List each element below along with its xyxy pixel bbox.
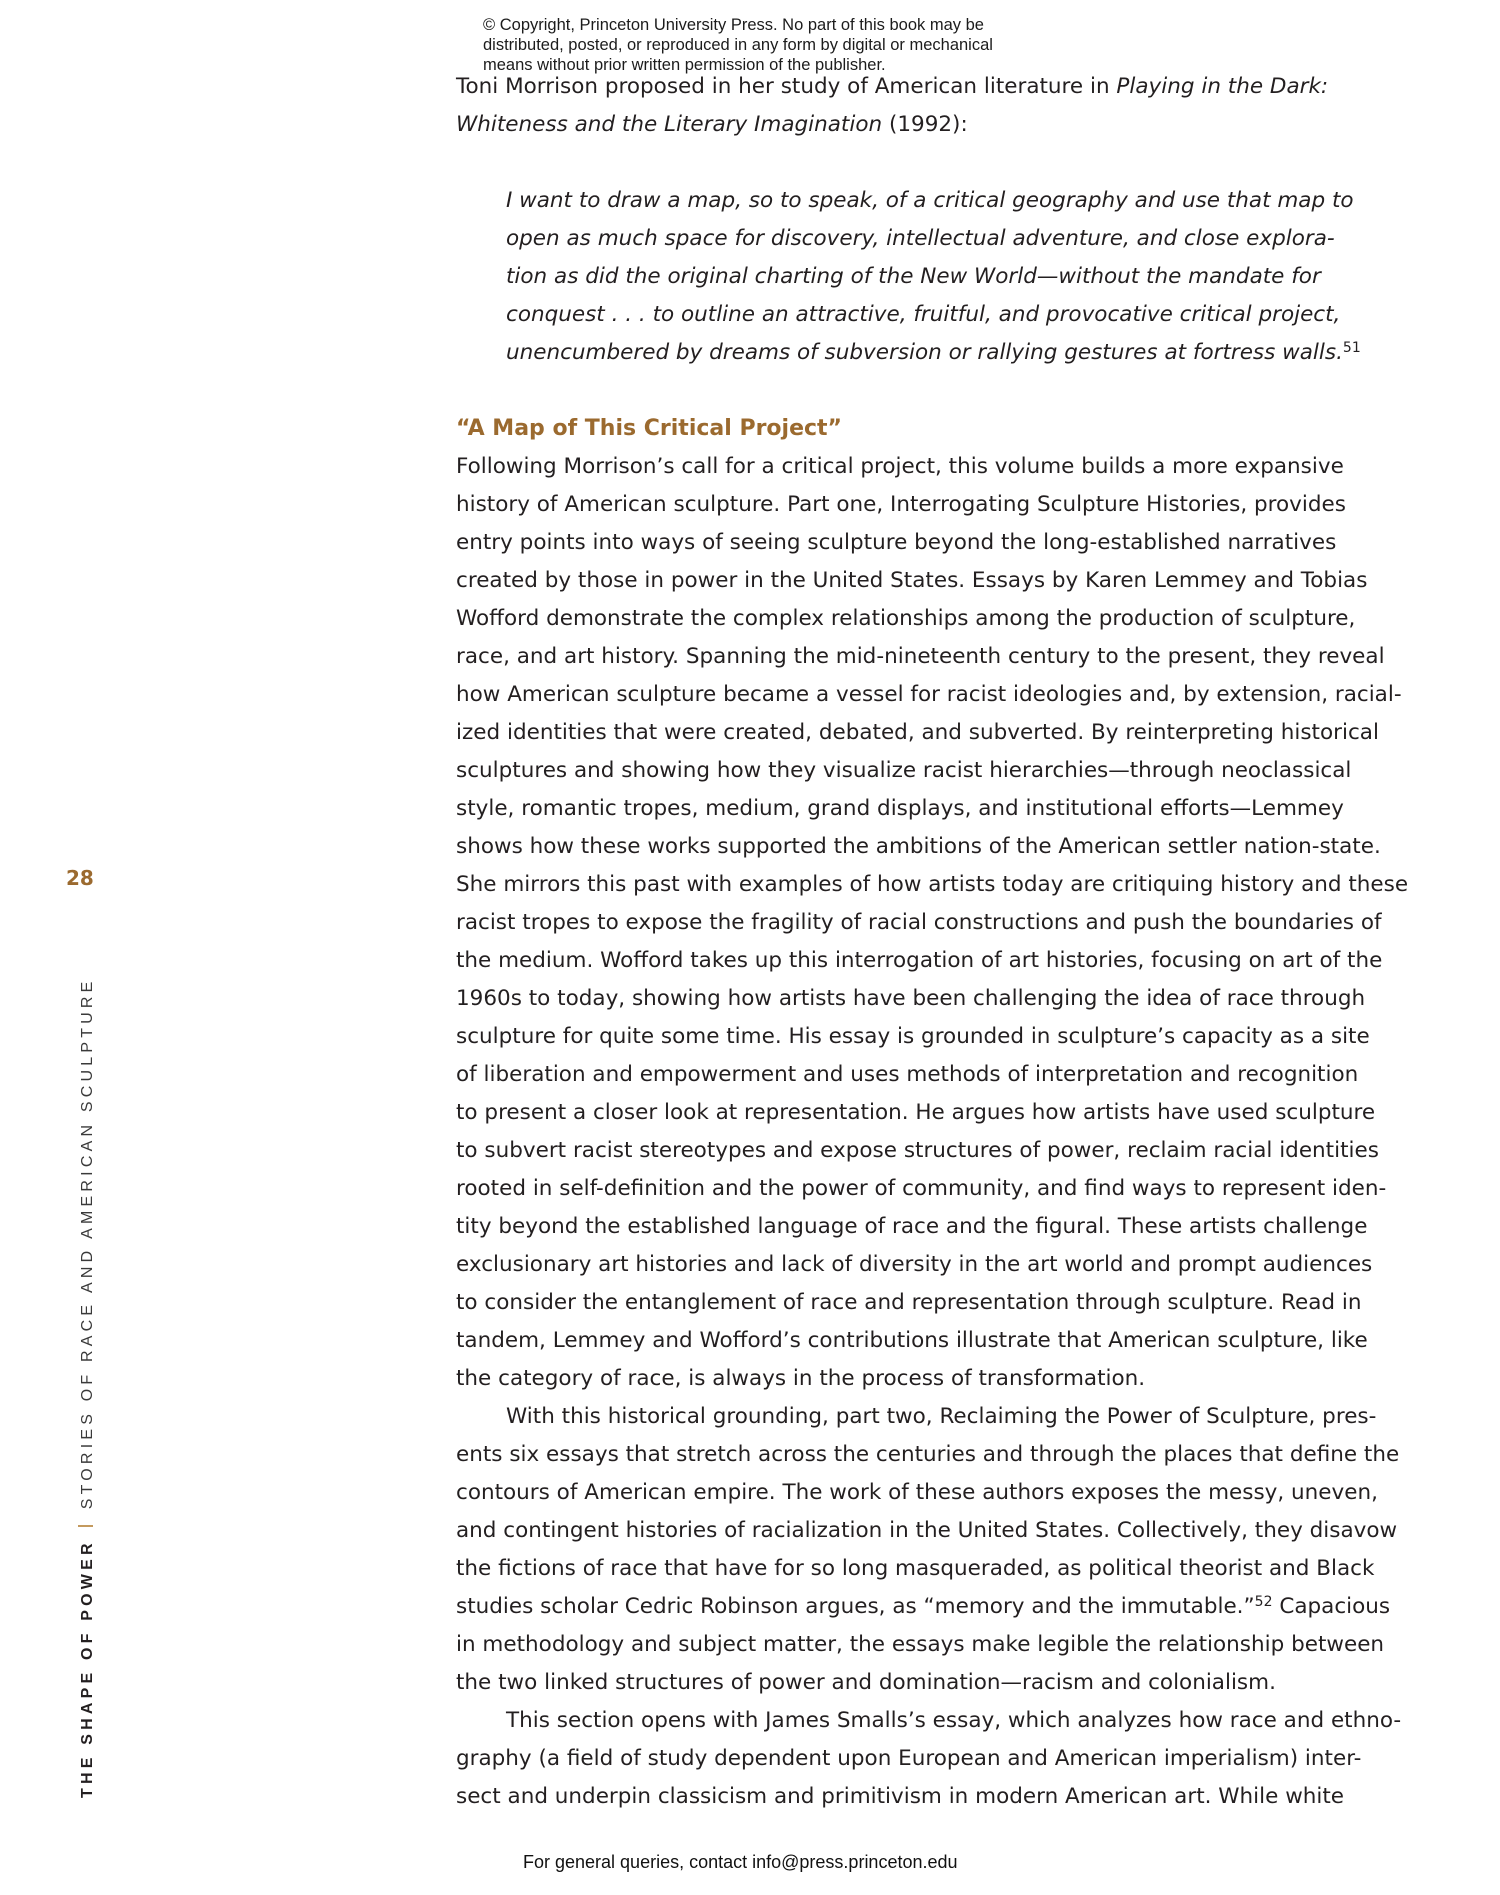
text-line: of liberation and empowerment and uses methods of interpretation and recognition [456,1062,1359,1087]
book-title-running: THE SHAPE OF POWER [79,1539,96,1798]
text-line: sculpture for quite some time. His essay is grounded in sculpture’s capacity as a site [456,1024,1370,1049]
text-line: tity beyond the established language of race and the figural. These artists challenge [456,1214,1368,1239]
quote-line: conquest . . . to outline an attractive, fruitful, and provocative critical project, [506,302,1341,327]
text-line: Wofford demonstrate the complex relationships among the production of sculpture, [456,606,1356,631]
intro-text: (1992): [888,112,968,137]
text-line: entry points into ways of seeing sculpture beyond the long-established narratives [456,530,1337,555]
copyright-line: © Copyright, Princeton University Press. No part of this book may be [483,16,984,34]
text-line: to present a closer look at representation. He argues how artists have used sculpture [456,1100,1376,1125]
text-line: ents six essays that stretch across the centuries and through the places that define the [456,1442,1400,1467]
text-line: shows how these works supported the ambitions of the American settler nation-state. [456,834,1381,859]
text-line [456,1588,1391,1626]
text-line: the category of race, is always in the process of transformation. [456,1366,1146,1391]
text-line: and contingent histories of racialization in the United States. Collectively, they disavow [456,1518,1398,1543]
text-line: the fictions of race that have for so long masqueraded, as political theorist and Black [456,1556,1375,1581]
text-line: sect and underpin classicism and primitivism in modern American art. While white [456,1784,1345,1809]
footnote-marker: 51 [1342,340,1361,356]
section-heading: “A Map of This Critical Project” [456,416,843,441]
book-subtitle-running: STORIES OF RACE AND AMERICAN SCULPTURE [79,977,96,1510]
book-title: Whiteness and the Literary Imagination [456,112,883,137]
block-quote [506,182,1361,372]
quote-line: open as much space for discovery, intellectual adventure, and close explora- [506,226,1335,251]
text-line: created by those in power in the United States. Essays by Karen Lemmey and Tobias [456,568,1368,593]
book-title: Playing in the Dark: [1116,74,1329,99]
text-line: 1960s to today, showing how artists have been challenging the idea of race through [456,986,1366,1011]
text-line: sculptures and showing how they visualize racist hierarchies—through neoclassical [456,758,1352,783]
text-segment: Capacious [1279,1594,1391,1619]
intro-line [456,106,1302,144]
text-line: ized identities that were created, debated, and subverted. By reinterpreting historical [456,720,1379,745]
intro-text: Toni Morrison proposed in her study of American literature in [456,74,1110,99]
text-line: to subvert racist stereotypes and expose structures of power, reclaim racial identities [456,1138,1379,1163]
running-head [78,977,97,1798]
text-line: style, romantic tropes, medium, grand displays, and institutional efforts—Lemmey [456,796,1344,821]
quote-text: unencumbered by dreams of subversion or rallying gestures at fortress walls. [506,340,1343,365]
running-head-divider [78,1525,93,1527]
paragraph-3 [456,1702,1402,1816]
text-line: to consider the entanglement of race and representation through sculpture. Read in [456,1290,1362,1315]
text-line: contours of American empire. The work of these authors exposes the messy, uneven, [456,1480,1378,1505]
text-line: She mirrors this past with examples of how artists today are critiquing history and these [456,872,1409,897]
page-number: 28 [66,866,94,890]
text-line: graphy (a field of study dependent upon European and American imperialism) inter- [456,1746,1362,1771]
text-segment: studies scholar Cedric Robinson argues, as “memory and the immutable.” [456,1594,1255,1619]
copyright-line: distributed, posted, or reproduced in any form by digital or mechanical [483,36,993,54]
text-line: tandem, Lemmey and Wofford’s contributions illustrate that American sculpture, like [456,1328,1368,1353]
text-line: rooted in self-definition and the power of community, and find ways to represent iden- [456,1176,1387,1201]
text-line: Following Morrison’s call for a critical project, this volume builds a more expansive [456,454,1344,479]
quote-line: I want to draw a map, so to speak, of a critical geography and use that map to [506,188,1354,213]
text-line: the medium. Wofford takes up this interrogation of art histories, focusing on art of the [456,948,1383,973]
text-line: With this historical grounding, part two, Reclaiming the Power of Sculpture, pres- [506,1404,1377,1429]
paragraph-1 [456,448,1409,1398]
text-line: how American sculpture became a vessel for racist ideologies and, by extension, racial- [456,682,1402,707]
footnote-marker: 52 [1254,1594,1273,1610]
copyright-notice [483,15,1043,75]
quote-line [506,334,1361,372]
quote-line: tion as did the original charting of the New World—without the mandate for [506,264,1321,289]
text-line: the two linked structures of power and domination—racism and colonialism. [456,1670,1276,1695]
text-line: exclusionary art histories and lack of diversity in the art world and prompt audiences [456,1252,1373,1277]
text-line: racist tropes to expose the fragility of racial constructions and push the boundaries of [456,910,1382,935]
paragraph-2 [456,1398,1400,1702]
copyright-line: means without prior written permission of the publisher. [483,56,886,74]
text-line: This section opens with James Smalls’s essay, which analyzes how race and ethno- [506,1708,1402,1733]
text-column [456,68,1409,1816]
intro-line [456,68,1329,106]
text-line: in methodology and subject matter, the essays make legible the relationship between [456,1632,1385,1657]
footer-contact: For general queries, contact info@press.princeton.edu [523,1852,958,1872]
text-line: history of American sculpture. Part one, Interrogating Sculpture Histories, provides [456,492,1346,517]
text-line: race, and art history. Spanning the mid-nineteenth century to the present, they reveal [456,644,1385,669]
